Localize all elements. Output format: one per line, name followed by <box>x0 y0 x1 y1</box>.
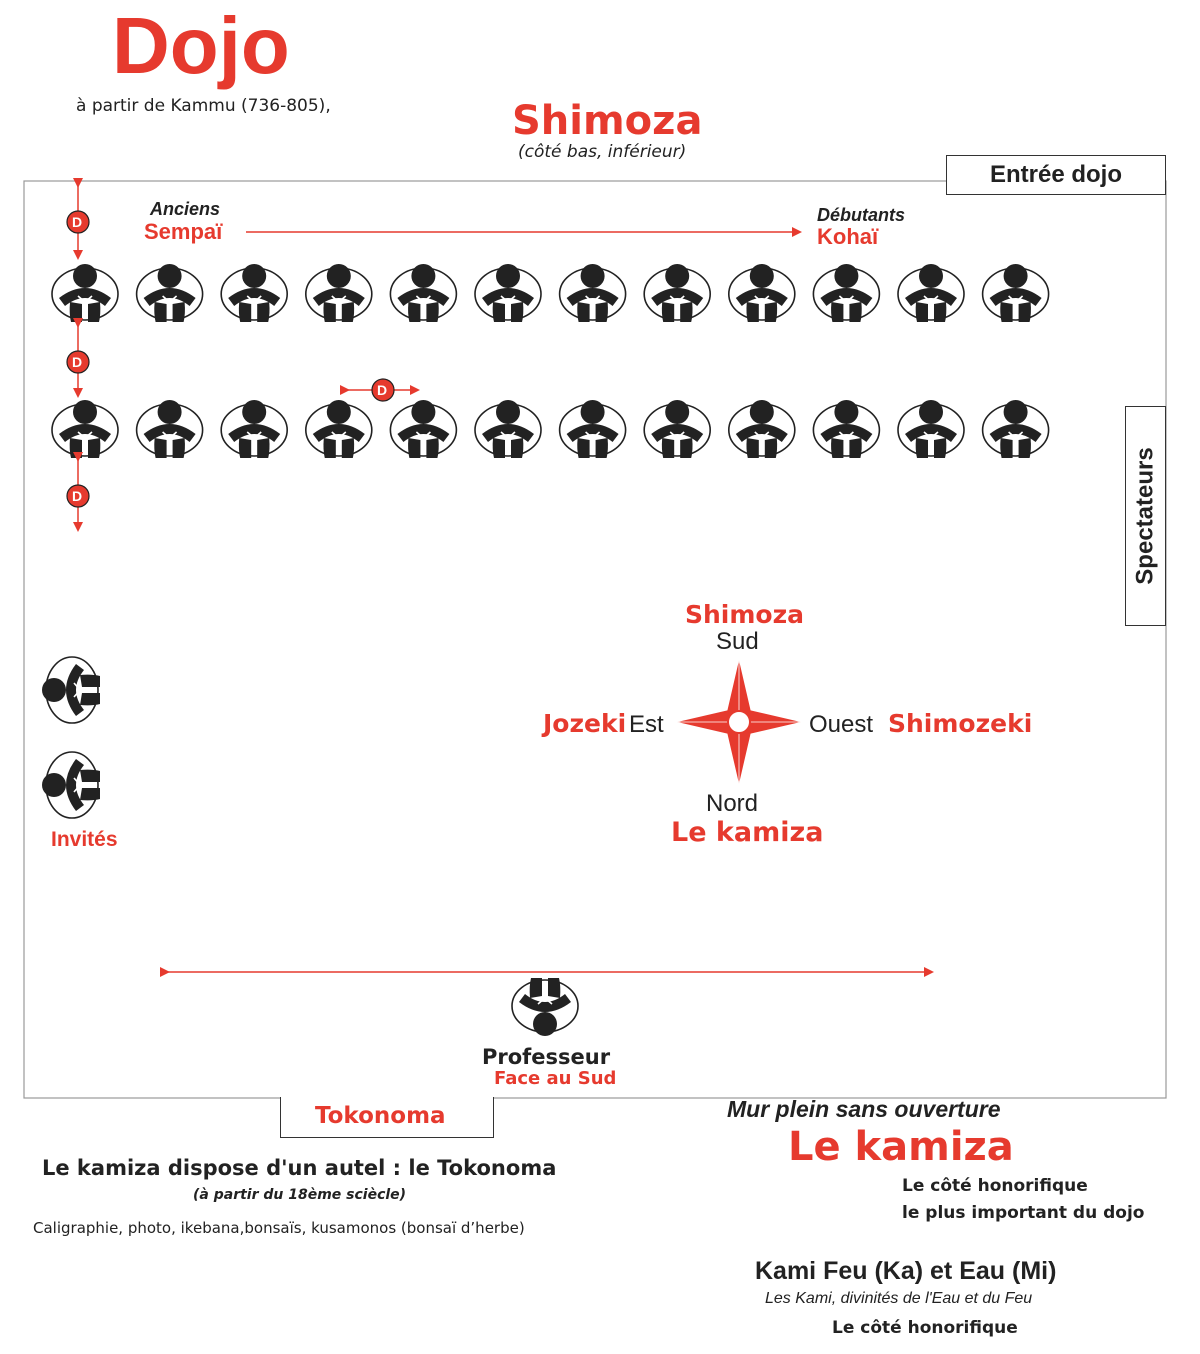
student-figure <box>475 400 541 458</box>
student-figure <box>560 264 626 322</box>
student-figure <box>390 264 456 322</box>
student-figure <box>137 264 203 322</box>
kami-subtitle: Les Kami, divinités de l'Eau et du Feu <box>765 1290 1033 1307</box>
student-figure <box>52 400 118 458</box>
student-figure <box>221 264 287 322</box>
seniors-caption: Anciens <box>150 199 221 219</box>
sempai-label: Sempaï <box>144 219 223 244</box>
student-figure <box>729 400 795 458</box>
kohai-label: Kohaï <box>817 224 879 249</box>
guest-figure <box>42 657 100 723</box>
student-figure <box>644 400 710 458</box>
compass-east: Est <box>629 711 664 738</box>
guests-label: Invités <box>51 828 118 851</box>
spectators-label: Spectateurs <box>1131 447 1159 585</box>
beginners-caption: Débutants <box>817 205 906 225</box>
compass-south-jp: Shimoza <box>685 600 805 629</box>
guest-figure <box>42 752 100 818</box>
student-figure <box>52 264 118 322</box>
student-figure <box>475 264 541 322</box>
shimoza-subtitle: (côté bas, inférieur) <box>518 142 687 162</box>
teacher-label: Professeur <box>482 1045 611 1069</box>
student-figure <box>813 400 879 458</box>
student-figure <box>898 400 964 458</box>
student-figure <box>983 264 1049 322</box>
distance-label: D <box>72 488 83 504</box>
kami-honor: Le côté honorifique <box>832 1318 1018 1338</box>
student-figure <box>137 400 203 458</box>
kamiza-title: Le kamiza <box>788 1124 1014 1170</box>
distance-label: D <box>72 214 83 230</box>
distance-label: D <box>377 382 388 398</box>
footer-left-sub: (à partir du 18ème sciècle) <box>193 1187 407 1203</box>
spectators-box <box>1125 406 1166 626</box>
compass-north: Nord <box>706 790 759 817</box>
compass-north-jp: Le kamiza <box>671 817 824 848</box>
kami-title: Kami Feu (Ka) et Eau (Mi) <box>755 1257 1057 1285</box>
tokonoma-label: Tokonoma <box>315 1103 446 1129</box>
footer-left-items: Caligraphie, photo, ikebana,bonsaïs, kusamonos (bonsaï d’herbe) <box>33 1219 525 1237</box>
shimoza-title: Shimoza <box>512 98 703 144</box>
student-figure <box>306 400 372 458</box>
compass-west-jp: Shimozeki <box>888 709 1033 738</box>
student-figure <box>560 400 626 458</box>
honor-line-1: Le côté honorifique <box>902 1176 1088 1196</box>
dojo-title: Dojo <box>112 1 290 90</box>
entrance-box <box>946 155 1166 195</box>
student-figure <box>221 400 287 458</box>
tokonoma-box <box>280 1097 494 1138</box>
compass-west: Ouest <box>809 711 874 738</box>
student-figure <box>898 264 964 322</box>
student-figure <box>729 264 795 322</box>
footer-left-headline: Le kamiza dispose d'un autel : le Tokonoma <box>42 1156 557 1180</box>
student-figure <box>813 264 879 322</box>
teacher-figure <box>512 978 578 1036</box>
student-figure <box>983 400 1049 458</box>
wall-caption: Mur plein sans ouverture <box>727 1096 1001 1122</box>
student-figure <box>306 264 372 322</box>
student-rows <box>52 264 1049 458</box>
distance-label: D <box>72 354 83 370</box>
dojo-subtitle: à partir de Kammu (736-805), <box>76 96 331 116</box>
honor-line-2: le plus important du dojo <box>902 1203 1145 1223</box>
student-figure <box>644 264 710 322</box>
compass-rose <box>675 658 803 786</box>
compass-south: Sud <box>716 628 759 655</box>
compass-east-jp: Jozeki <box>543 709 627 738</box>
student-figure <box>390 400 456 458</box>
entrance-label: Entrée dojo <box>989 161 1122 188</box>
teacher-facing: Face au Sud <box>494 1068 617 1089</box>
